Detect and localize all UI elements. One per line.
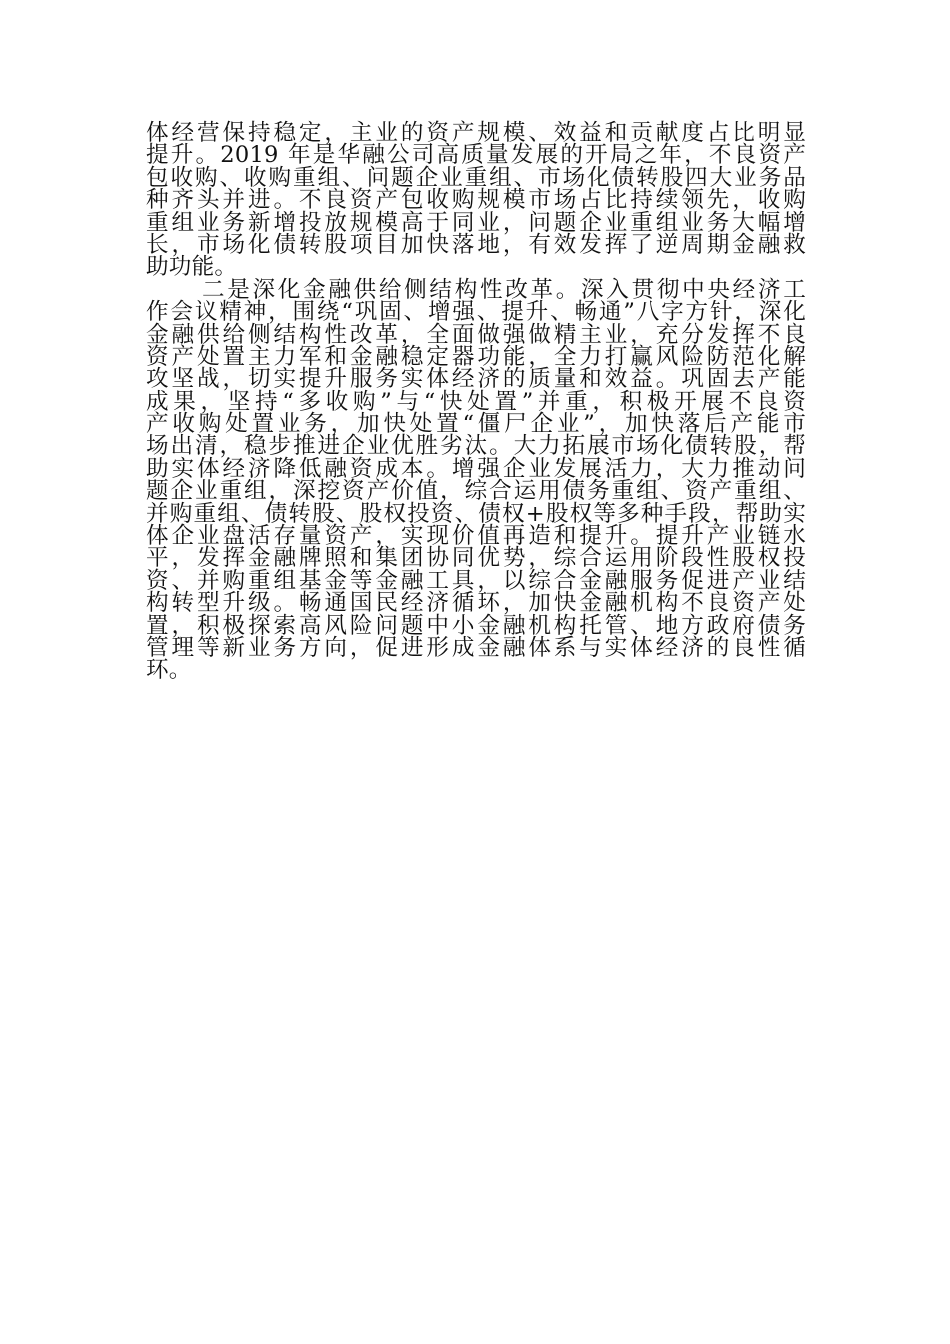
text-line: 管理等新业务方向，促进形成金融体系与实体经济的良性循: [146, 634, 806, 661]
text-line: 环。: [146, 657, 192, 684]
text-line: 构转型升级。畅通国民经济循环，加快金融机构不良资产处: [146, 590, 806, 617]
text-line: 体经营保持稳定，主业的资产规模、效益和贡献度占比明显: [146, 120, 806, 146]
text-line: 提升。2019 年是华融公司高质量发展的开局之年，不良资产: [146, 142, 806, 169]
text-line: 攻坚战，切实提升服务实体经济的质量和效益。巩固去产能: [146, 366, 806, 393]
text-line: 资产处置主力军和金融稳定器功能，全力打赢风险防范化解: [146, 343, 806, 370]
text-line: 题企业重组，深挖资产价值，综合运用债务重组、资产重组、: [146, 478, 806, 505]
text-line: 并购重组、债转股、股权投资、债权+股权等多种手段，帮助实: [146, 500, 806, 527]
text-line: 种齐头并进。不良资产包收购规模市场占比持续领先，收购: [146, 187, 806, 214]
text-line: 置，积极探索高风险问题中小金融机构托管、地方政府债务: [146, 612, 806, 639]
text-line: 成果，坚持“多收购”与“快处置”并重，积极开展不良资: [146, 388, 806, 415]
text-line: 助功能。: [146, 254, 238, 281]
text-line: 资、并购重组基金等金融工具，以综合金融服务促进产业结: [146, 567, 806, 594]
text-line: 包收购、收购重组、问题企业重组、市场化债转股四大业务品: [146, 164, 806, 191]
text-line: 金融供给侧结构性改革，全面做强做精主业，充分发挥不良: [146, 321, 806, 348]
text-line: 场出清，稳步推进企业优胜劣汰。大力拓展市场化债转股，帮: [146, 433, 806, 460]
body-text: [146, 122, 806, 682]
text-line: 作会议精神，围绕“巩固、增强、提升、畅通”八字方针，深化: [146, 299, 806, 326]
text-line: 产收购处置业务，加快处置“僵尸企业”，加快落后产能市: [146, 411, 806, 438]
paragraph-start-line: 二是深化金融供给侧结构性改革。深入贯彻中央经济工: [202, 276, 806, 303]
text-line: 长，市场化债转股项目加快落地，有效发挥了逆周期金融救: [146, 231, 806, 258]
text-line: 平，发挥金融牌照和集团协同优势，综合运用阶段性股权投: [146, 545, 806, 572]
text-line: 助实体经济降低融资成本。增强企业发展活力，大力推动问: [146, 455, 806, 482]
text-line: 重组业务新增投放规模高于同业，问题企业重组业务大幅增: [146, 209, 806, 236]
text-line: 体企业盘活存量资产，实现价值再造和提升。提升产业链水: [146, 523, 806, 550]
